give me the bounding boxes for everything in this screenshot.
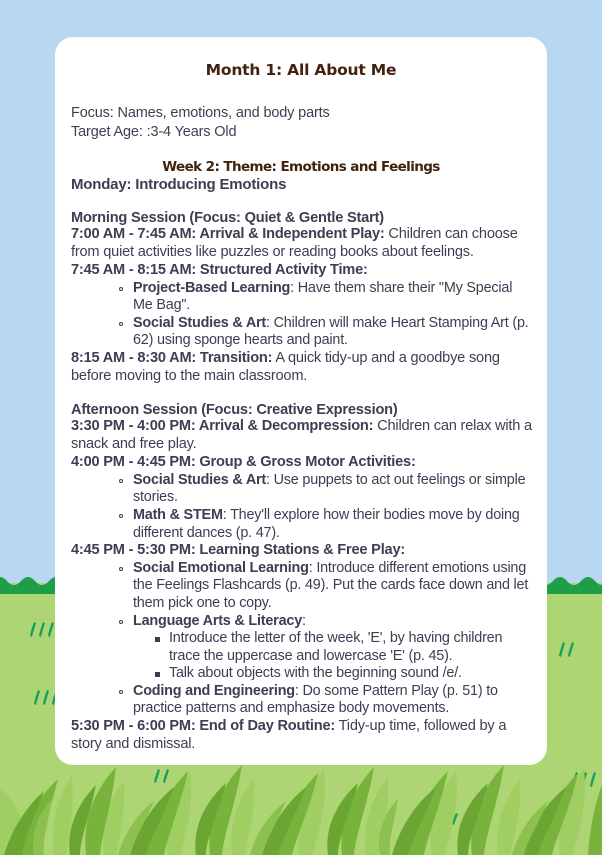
time-block <box>71 454 535 472</box>
session-heading: Morning Session (Focus: Quiet & Gentle Start) <box>71 210 384 227</box>
time-block-text: Children can relax with a snack and free play. <box>71 418 532 453</box>
activity-text: : Have them share their "My Special Me Bag". <box>133 279 513 314</box>
page-title: Month 1: All About Me <box>205 61 397 79</box>
activity-item <box>119 507 535 542</box>
activity-label: Social Studies & Art <box>133 314 267 331</box>
activity-text: : Children will make Heart Stamping Art (p. 62) using sponge hearts and paint. <box>133 314 529 349</box>
activity-text: : Use puppets to act out feelings or simple stories. <box>133 471 526 506</box>
activity-sublist <box>133 630 535 683</box>
activity-subitem: Introduce the letter of the week, 'E', by having children trace the uppercase and lowercase 'E' (p. 45). <box>155 630 535 665</box>
time-block-label: 4:45 PM - 5:30 PM: Learning Stations & Free Play: <box>71 542 406 559</box>
activity-label: Math & STEM <box>133 506 223 523</box>
grass-tick-marks-right-upper <box>555 640 591 660</box>
session-heading: Afternoon Session (Focus: Creative Expression) <box>71 402 398 419</box>
worksheet-card <box>55 37 547 765</box>
activity-list <box>67 280 535 350</box>
activity-text: : They'll explore how their bodies move by doing different dances (p. 47). <box>133 506 520 541</box>
activity-list <box>67 560 535 718</box>
activity-label: Project-Based Learning <box>133 279 291 296</box>
time-block <box>71 418 535 454</box>
activity-label: Coding and Engineering <box>133 682 295 699</box>
time-block-label: 7:00 AM - 7:45 AM: Arrival & Independent Play: <box>71 226 385 243</box>
time-block <box>71 542 535 560</box>
activity-subitem: Talk about objects with the beginning sound /e/. <box>155 665 535 683</box>
week-heading: Week 2: Theme: Emotions and Feelings <box>162 159 440 176</box>
time-block <box>71 350 535 386</box>
activity-text: : Introduce different emotions using the Feelings Flashcards (p. 49). Put the cards face down and let them pick one to copy. <box>133 559 529 612</box>
activity-label: Social Studies & Art <box>133 471 267 488</box>
time-block <box>71 226 535 262</box>
lesson-sections <box>67 210 535 753</box>
day-heading: Monday: Introducing Emotions <box>71 176 287 194</box>
time-block-label: 4:00 PM - 4:45 PM: Group & Gross Motor Activities: <box>71 454 416 471</box>
time-block-label: 7:45 AM - 8:15 AM: Structured Activity Time: <box>71 261 368 278</box>
activity-item <box>119 683 535 718</box>
lesson-plan-document <box>55 37 547 765</box>
time-block-text: A quick tidy-up and a goodbye song before moving to the main classroom. <box>71 349 500 384</box>
time-block-text: Tidy-up time, followed by a story and dismissal. <box>71 717 507 752</box>
activity-label: Social Emotional Learning <box>133 559 309 576</box>
focus-line: Focus: Names, emotions, and body parts <box>71 105 330 121</box>
target-age-line: Target Age: :3-4 Years Old <box>71 124 237 141</box>
activity-list <box>67 472 535 542</box>
time-block-label: 5:30 PM - 6:00 PM: End of Day Routine: <box>71 717 336 734</box>
time-block <box>71 262 535 280</box>
time-block-label: 8:15 AM - 8:30 AM: Transition: <box>71 349 273 366</box>
activity-item <box>119 315 535 350</box>
activity-label: Language Arts & Literacy <box>133 612 302 629</box>
activity-text: : Do some Pattern Play (p. 51) to practice patterns and emphasize body movements. <box>133 682 498 717</box>
activity-item <box>119 280 535 315</box>
activity-item <box>119 613 535 683</box>
time-block-label: 3:30 PM - 4:00 PM: Arrival & Decompression: <box>71 418 374 435</box>
time-block <box>71 718 535 754</box>
time-block-text: Children can choose from quiet activities like puzzles or reading books about feelings. <box>71 226 518 261</box>
activity-text: : <box>302 612 306 629</box>
activity-item <box>119 560 535 613</box>
activity-item <box>119 472 535 507</box>
